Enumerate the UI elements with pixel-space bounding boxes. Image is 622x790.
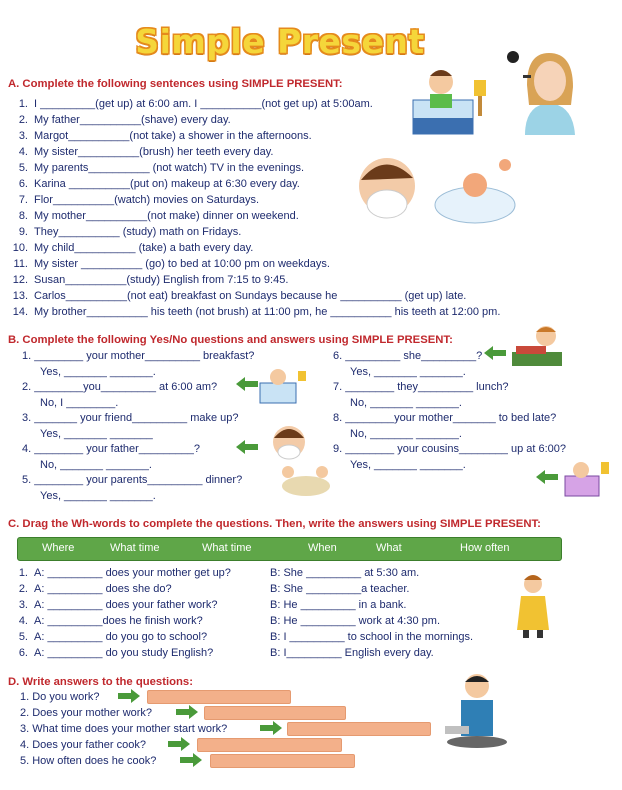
item-number: 1. [18,567,28,579]
item-number: 6. [18,178,28,190]
question-3: 3. What time does your mother start work? [20,723,228,735]
item-number: 4. [18,146,28,158]
sentence-text[interactable]: My parents__________ (not watch) TV in the evenings. [34,162,305,174]
wh-word-what[interactable]: What [376,542,402,554]
arrow-left-icon [236,440,258,454]
item-number: 6. [18,647,28,659]
wh-question[interactable]: A: _________ does your mother get up? [34,567,231,579]
sentence-text[interactable]: Margot__________(not take) a shower in the afternoons. [34,130,312,142]
section-b-heading: B. Complete the following Yes/No questions and answers using SIMPLE PRESENT: [8,334,453,346]
item-number: 11. [13,258,28,270]
item-number: 7. [18,194,28,206]
yes-no-answer[interactable]: No, I ________. [40,397,119,409]
wh-answer[interactable]: B: He _________ in a bank. [270,599,407,611]
yes-no-answer[interactable]: Yes, _______ _______. [40,366,156,378]
wh-answer[interactable]: B: She _________a teacher. [270,583,410,595]
arrow-right-icon [260,721,282,735]
girl-studying-picture [508,322,568,372]
section-c-heading: C. Drag the Wh-words to complete the questions. Then, write the answers using SIMPLE PRESENT: [8,518,541,530]
wh-word-what-time[interactable]: What time [202,542,252,554]
child-in-bed-picture [563,458,611,498]
item-number: 1. [18,98,28,110]
woman-makeup-picture [505,45,593,140]
arrow-right-icon [176,705,198,719]
item-number: 14. [12,306,28,318]
yes-no-answer[interactable]: Yes, _______ _______ [40,428,153,440]
item-number: 8. [18,210,28,222]
yes-no-question[interactable]: 3. _______ your friend_________ make up? [22,412,239,424]
man-shaving-picture [355,150,420,225]
arrow-left-icon [236,377,258,391]
arrow-left-icon [484,346,506,360]
section-d-heading: D. Write answers to the questions: [8,676,193,688]
boy-waking-up-picture [408,60,493,140]
yes-no-answer[interactable]: No, _______ _______. [40,459,152,471]
wh-word-when[interactable]: When [308,542,337,554]
item-number: 2. [18,114,28,126]
question-5: 5. How often does he cook? [20,755,157,767]
item-number: 12. [12,274,28,286]
item-number: 9. [18,226,28,238]
answer-input-5[interactable] [210,754,355,768]
family-dinner-picture [278,460,333,500]
question-1: 1. Do you work? [20,691,100,703]
yes-no-question[interactable]: 5. ________ your parents_________ dinner? [22,474,243,486]
item-number: 3. [18,130,28,142]
sentence-text[interactable]: Susan__________(study) English from 7:15 to 9:45. [34,274,289,286]
wh-question[interactable]: A: _________ do you go to school? [34,631,208,643]
yes-no-question[interactable]: 6. _________ she_________? [333,350,483,362]
yes-no-question[interactable]: 1. ________ your mother_________ breakfast? [22,350,255,362]
wh-question[interactable]: A: _________does he finish work? [34,615,203,627]
item-number: 2. [18,583,28,595]
sentence-text[interactable]: My father__________(shave) every day. [34,114,231,126]
wh-question[interactable]: A: _________ does your father work? [34,599,218,611]
answer-input-2[interactable] [204,706,346,720]
arrow-left-icon [536,470,558,484]
yes-no-answer[interactable]: Yes, _______ _______. [350,366,466,378]
item-number: 5. [18,162,28,174]
wh-word-bank [17,537,562,561]
boy-in-bed-picture [258,365,308,405]
yes-no-question[interactable]: 9. ________ your cousins________ up at 6:00? [333,443,567,455]
answer-input-3[interactable] [287,722,431,736]
wh-question[interactable]: A: _________ does she do? [34,583,172,595]
wh-answer[interactable]: B: He _________ work at 4:30 pm. [270,615,440,627]
man-cooking-picture [435,668,520,753]
arrow-right-icon [180,753,202,767]
question-2: 2. Does your mother work? [20,707,153,719]
wh-answer[interactable]: B: I_________ English every day. [270,647,434,659]
item-number: 3. [18,599,28,611]
wh-answer[interactable]: B: She _________ at 5:30 am. [270,567,420,579]
sentence-text[interactable]: I _________(get up) at 6:00 am. I __________(not get up) at 5:00am. [34,98,373,110]
sentence-text[interactable]: My child__________ (take) a bath every day. [34,242,254,254]
sentence-text[interactable]: My sister__________(brush) her teeth every day. [34,146,274,158]
item-number: 10. [12,242,28,254]
item-number: 5. [18,631,28,643]
yes-no-question[interactable]: 8. ________your mother_______ to bed late? [333,412,557,424]
sentence-text[interactable]: My sister __________ (go) to bed at 10:00 pm on weekdays. [34,258,330,270]
page-title: Simple Present [135,22,425,61]
wh-question[interactable]: A: _________ do you study English? [34,647,214,659]
sentence-text[interactable]: My mother__________(not make) dinner on weekend. [34,210,299,222]
wh-word-how-often[interactable]: How often [460,542,510,554]
wh-answer[interactable]: B: I _________ to school in the mornings. [270,631,474,643]
yes-no-question[interactable]: 4. ________ your father_________? [22,443,200,455]
sentence-text[interactable]: They__________ (study) math on Fridays. [34,226,242,238]
answer-input-4[interactable] [197,738,342,752]
yes-no-question[interactable]: 7. ________ they_________ lunch? [333,381,509,393]
yes-no-question[interactable]: 2. ________you_________ at 6:00 am? [22,381,218,393]
wh-word-what-time[interactable]: What time [110,542,160,554]
item-number: 13. [12,290,28,302]
section-a-heading: A. Complete the following sentences using SIMPLE PRESENT: [8,78,343,90]
teacher-picture [505,570,560,640]
yes-no-answer[interactable]: No, _______ _______. [350,428,462,440]
yes-no-answer[interactable]: No, _______ _______. [350,397,462,409]
man-shaving-small-picture [270,422,308,462]
arrow-right-icon [168,737,190,751]
wh-word-where[interactable]: Where [42,542,75,554]
sentence-text[interactable]: My brother__________ his teeth (not brush) at 11:00 pm, he __________ his teeth at 12:00 pm. [34,306,501,318]
sentence-text[interactable]: Flor__________(watch) movies on Saturdays. [34,194,260,206]
arrow-right-icon [118,689,140,703]
yes-no-answer[interactable]: Yes, _______ _______. [350,459,466,471]
sentence-text[interactable]: Carlos__________(not eat) breakfast on Sundays because he __________ (get up) late. [34,290,467,302]
sentence-text[interactable]: Karina __________(put on) makeup at 6:30 every day. [34,178,300,190]
answer-input-1[interactable] [147,690,291,704]
child-bath-picture [430,155,520,233]
item-number: 4. [18,615,28,627]
question-4: 4. Does your father cook? [20,739,146,751]
yes-no-answer[interactable]: Yes, _______ _______. [40,490,156,502]
